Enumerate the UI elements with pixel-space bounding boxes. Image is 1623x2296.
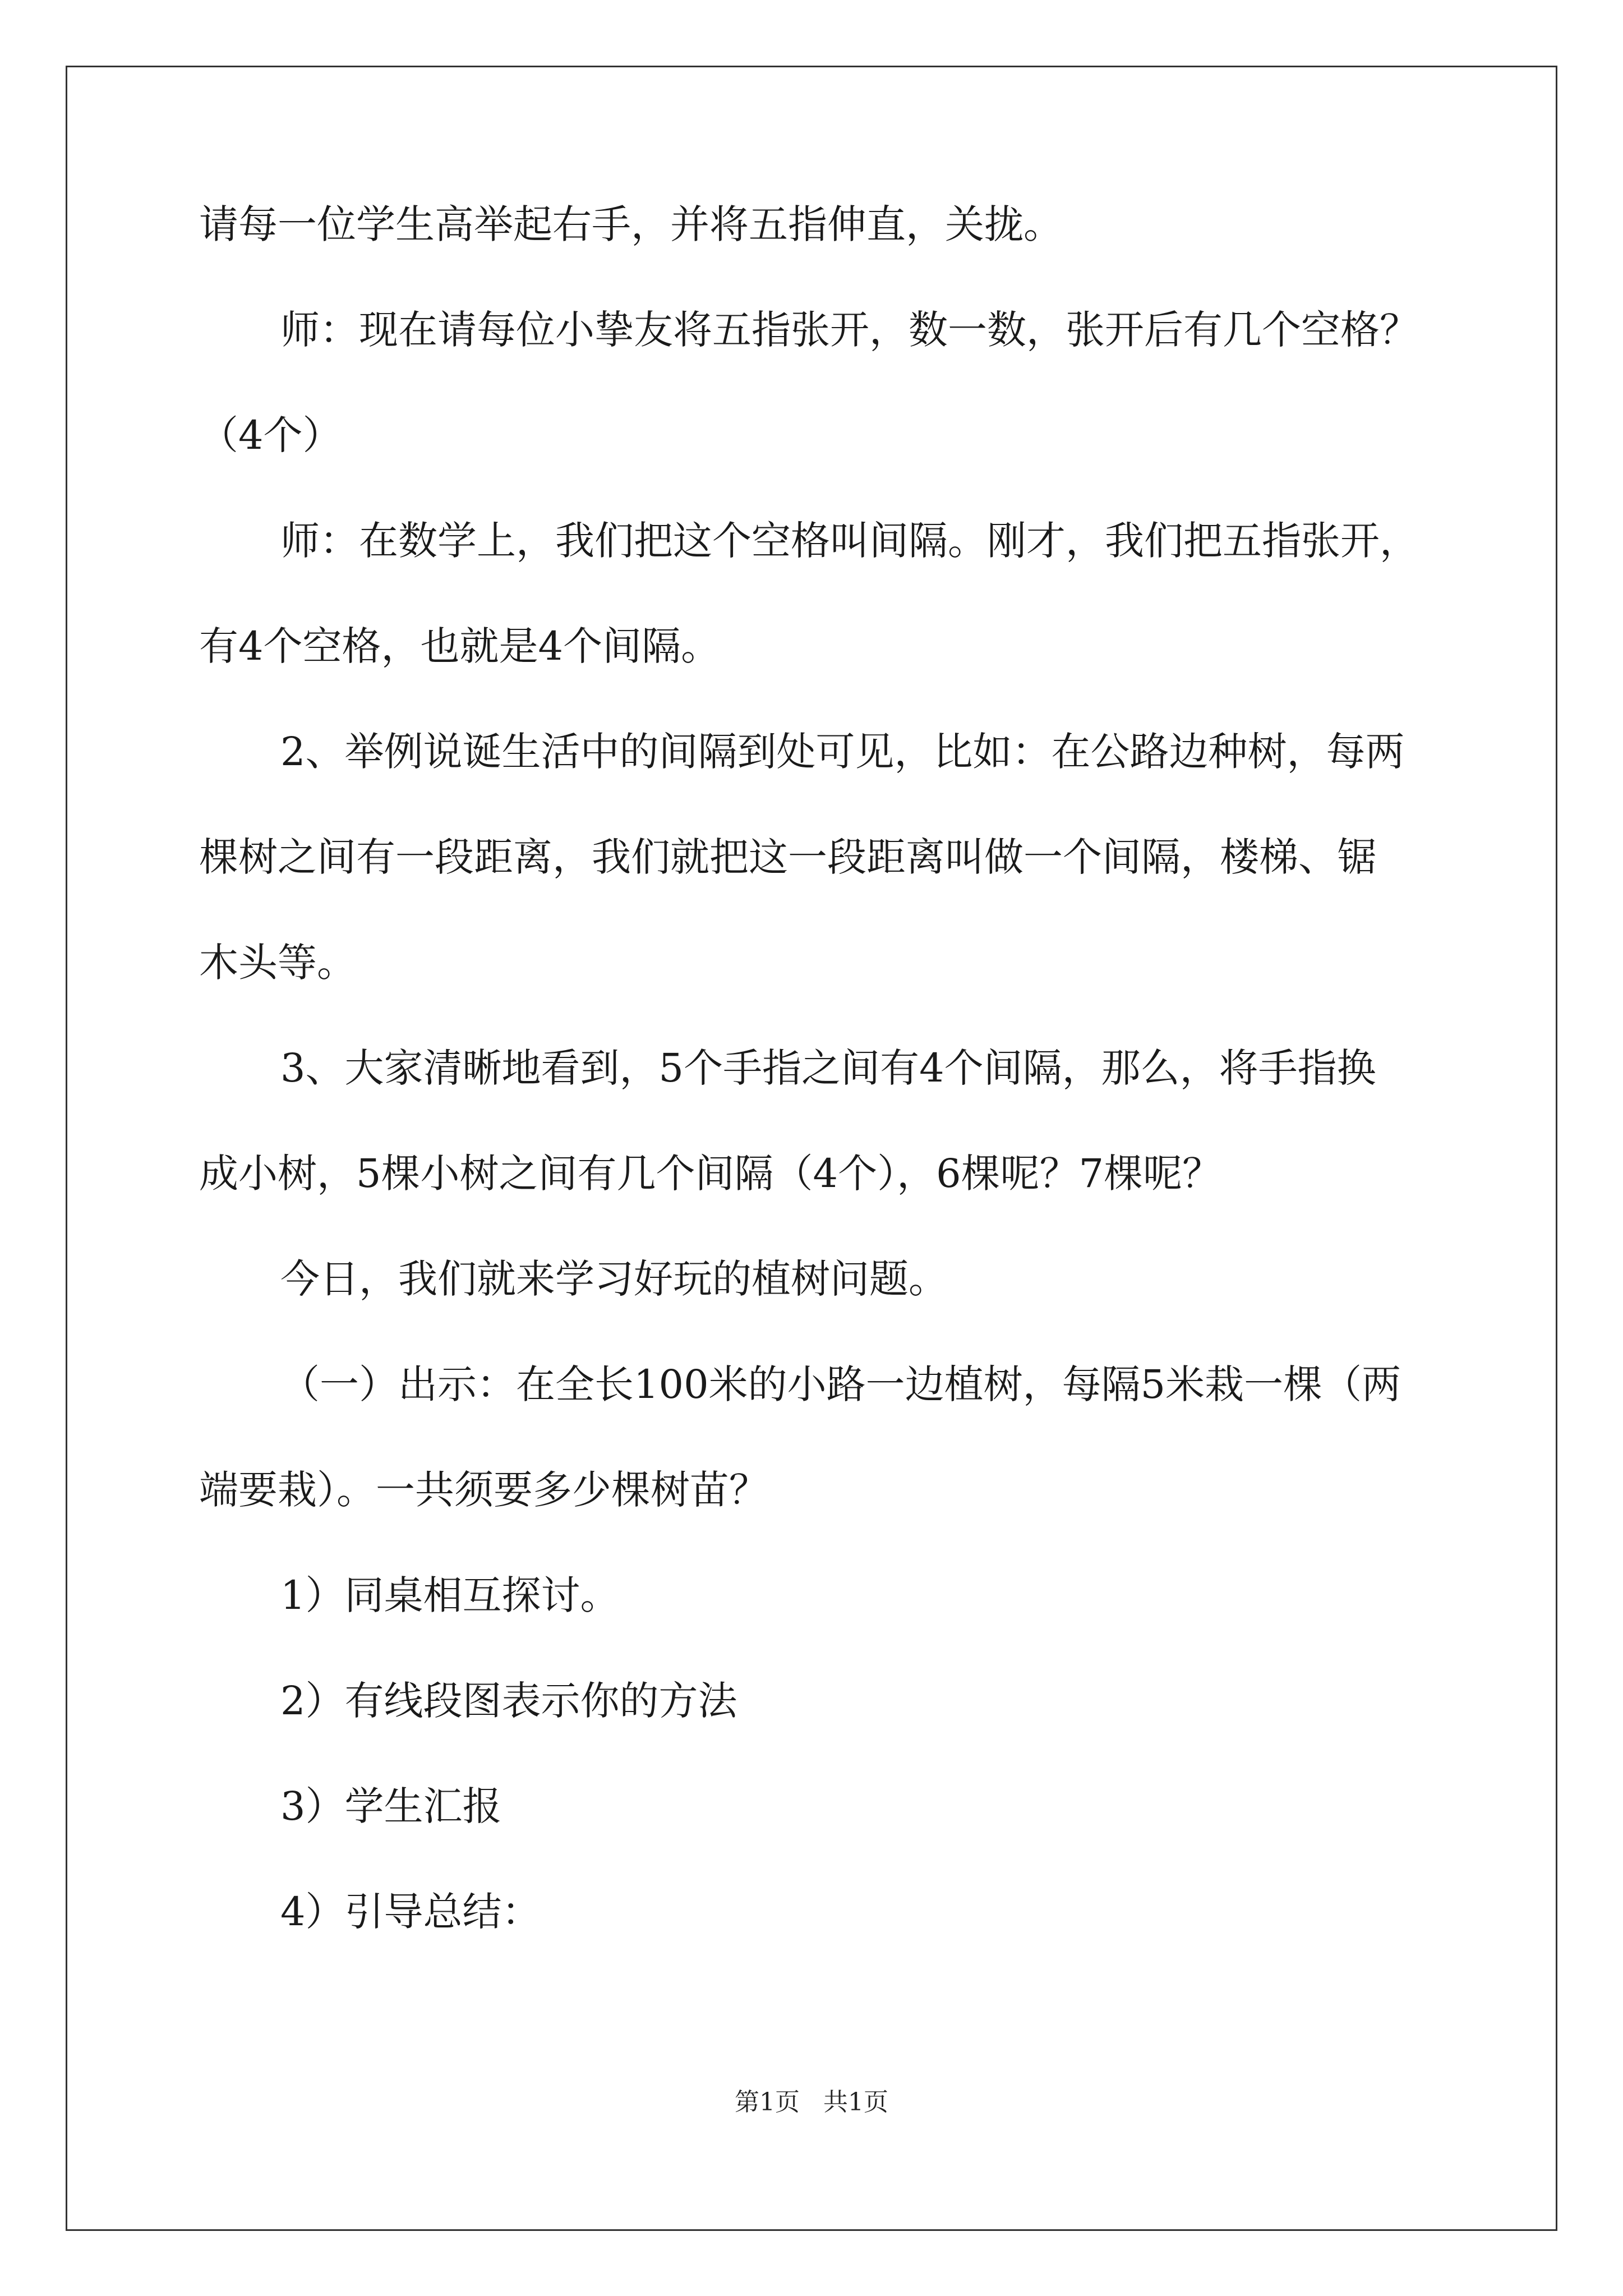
text-line-17: 4）引导总结：: [280, 1889, 541, 1935]
text-line-2: 师：现在请每位小挚友将五指张开，数一数，张开后有几个空格？: [280, 307, 1419, 353]
text-line-9: 3、大家清晰地看到，5个手指之间有4个间隔，那么，将手指换: [280, 1045, 1376, 1091]
text-line-14: 1）同桌相互探讨。: [280, 1572, 620, 1618]
text-line-15: 2）有线段图表示你的方法: [280, 1678, 737, 1724]
text-line-3: （4个）: [199, 412, 342, 458]
text-line-16: 3）学生汇报: [280, 1783, 502, 1829]
text-line-11: 今日，我们就来学习好玩的植树问题。: [280, 1256, 948, 1302]
text-line-7: 棵树之间有一段距离，我们就把这一段距离叫做一个间隔，楼梯、锯: [199, 834, 1377, 880]
text-line-10: 成小树，5棵小树之间有几个间隔（4个），6棵呢？7棵呢？: [199, 1151, 1222, 1197]
text-line-6: 2、举例说诞生活中的间隔到处可见，比如：在公路边种树，每两: [280, 729, 1405, 775]
text-line-4: 师：在数学上，我们把这个空格叫间隔。刚才，我们把五指张开，: [280, 518, 1419, 564]
text-line-13: 端要栽）。一共须要多少棵树苗？: [199, 1467, 768, 1513]
text-line-5: 有4个空格，也就是4个间隔。: [199, 623, 721, 669]
page-footer: 第1页 共1页: [735, 2088, 888, 2116]
text-line-1: 请每一位学生高举起右手，并将五指伸直，关拢。: [199, 201, 1063, 247]
text-line-8: 木头等。: [199, 940, 356, 986]
text-line-12: （一）出示：在全长100米的小路一边植树，每隔5米栽一棵（两: [280, 1361, 1401, 1407]
